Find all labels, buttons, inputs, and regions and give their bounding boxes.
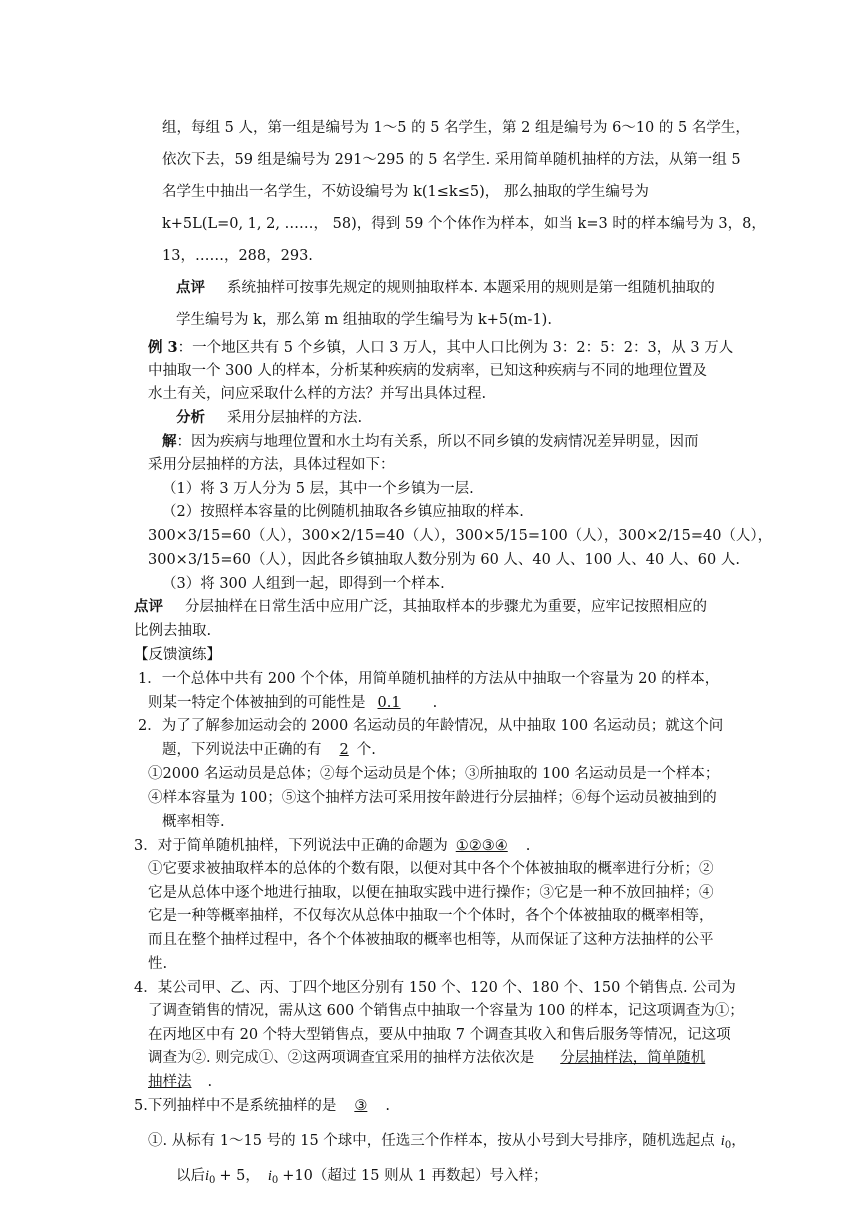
var-i: i bbox=[267, 1168, 272, 1184]
analysis-label: 分析 bbox=[176, 409, 205, 426]
q3-option-line-5: 性. bbox=[148, 956, 168, 972]
q4-line-4: 调查为②. 则完成①、②这两项调查宜采用的抽样方法依次是 分层抽样法，简单随机 bbox=[148, 1050, 706, 1066]
q4-line-1: 4．某公司甲、乙、丙、丁四个地区分别有 150 个、120 个、180 个、150 个销售点. 公司为 bbox=[134, 980, 736, 996]
example-3-line-3: 水土有关，问应采取什么样的方法？并写出具体过程. bbox=[148, 386, 487, 402]
q3-answer-blank bbox=[448, 838, 518, 854]
comment-1-label: 点评 bbox=[176, 279, 205, 296]
q5-line-1: 5.下列抽样中不是系统抽样的是 ③ . bbox=[134, 1098, 390, 1114]
q3-line-1: 3．对于简单随机抽样，下列说法中正确的命题为 ①②③④ . bbox=[134, 838, 531, 854]
comment-2-line-1 bbox=[134, 597, 707, 617]
comment-2-label: 点评 bbox=[134, 598, 163, 615]
solution-step-3: （3）将 300 人组到一起，即得到一个样本. bbox=[162, 576, 445, 592]
q5-answer-blank bbox=[346, 1098, 377, 1114]
example-3-label: 例 3 bbox=[148, 339, 178, 356]
solution-text-1: ：因为疾病与地理位置和水土均有关系，所以不同乡镇的发病情况差异明显，因而 bbox=[176, 434, 699, 450]
q1-line-2: 则某一特定个体被抽到的可能性是 0.1 . bbox=[148, 695, 438, 711]
q2-option-line-3: 概率相等. bbox=[162, 814, 225, 830]
q3-option-line-4: 而且在整个抽样过程中，各个个体被抽取的概率也相等，从而保证了这种方法抽样的公平 bbox=[148, 932, 714, 948]
intro-line-1: 组，每组 5 人，第一组是编号为 1～5 的 5 名学生，第 2 组是编号为 6～10 的 5 名学生， bbox=[162, 120, 750, 136]
comment-2-text-1: 分层抽样在日常生活中应用广泛，其抽取样本的步骤尤为重要，应牢记按照相应的 bbox=[185, 599, 707, 615]
q2-answer: 2 bbox=[339, 742, 349, 758]
q3-option-line-2: 它是从总体中逐个地进行抽取，以便在抽取实践中进行操作；③它是一种不放回抽样；④ bbox=[148, 885, 714, 901]
q3-option-line-1: ①它要求被抽取样本的总体的个数有限，以便对其中各个个体被抽取的概率进行分析；② bbox=[148, 861, 714, 877]
q5-option-line-1: ①. 从标有 1～15 号的 15 个球中，任选三个作样本，按从小号到大号排序，随机选起点 $i_0$， bbox=[148, 1133, 746, 1151]
analysis-text: 采用分层抽样的方法. bbox=[227, 410, 363, 426]
q2-line-2: 题，下列说法中正确的有 2 个. bbox=[162, 742, 376, 758]
intro-line-2: 依次下去，59 组是编号为 291～295 的 5 名学生. 采用简单随机抽样的方法，从第一组 5 bbox=[162, 152, 741, 168]
solution-step-1: （1）将 3 万人分为 5 层，其中一个乡镇为一层. bbox=[162, 481, 474, 497]
q1-line-1: 1．一个总体中共有 200 个个体，用简单随机抽样的方法从中抽取一个容量为 20 的样本， bbox=[138, 671, 720, 687]
q4-answer-part-2: 抽样法 bbox=[148, 1074, 192, 1090]
q3-answer: ①②③④ bbox=[455, 838, 508, 854]
solution-label: 解 bbox=[162, 433, 177, 450]
q2-option-line-1: ①2000 名运动员是总体；②每个运动员是个体；③所抽取的 100 名运动员是一个样本； bbox=[148, 766, 720, 782]
q2-line-1: 2．为了了解参加运动会的 2000 名运动员的年龄情况，从中抽取 100 名运动员；就这个问 bbox=[138, 718, 724, 734]
q4-line-3: 在丙地区中有 20 个特大型销售点，要从中抽取 7 个调查其收入和售后服务等情况，记这项 bbox=[148, 1027, 731, 1043]
feedback-heading: 【反馈演练】 bbox=[134, 647, 221, 663]
solution-calc-1: 300×3/15=60（人），300×2/15=40（人），300×5/15=100（人），300×2/15=40（人）， bbox=[148, 528, 773, 544]
example-3-line-1 bbox=[148, 338, 733, 358]
var-i: i bbox=[720, 1133, 725, 1149]
solution-line-1 bbox=[162, 432, 699, 452]
q4-line-5: 抽样法 . bbox=[148, 1074, 213, 1090]
analysis-line bbox=[176, 408, 362, 428]
intro-line-5: 13，……，288，293. bbox=[162, 248, 313, 264]
q1-answer-blank bbox=[366, 695, 433, 711]
q5-answer: ③ bbox=[354, 1098, 368, 1114]
intro-line-3: 名学生中抽出一名学生，不妨设编号为 k(1≤k≤5)， 那么抽取的学生编号为 bbox=[162, 184, 649, 200]
intro-line-4: k+5L(L=0, 1, 2, ……， 58)，得到 59 个个体作为样本，如当 k=3 时的样本编号为 3，8， bbox=[162, 216, 766, 232]
solution-step-2: （2）按照样本容量的比例随机抽取各乡镇应抽取的样本. bbox=[162, 504, 524, 520]
q2-answer-blank bbox=[332, 742, 357, 758]
q1-answer: 0.1 bbox=[377, 695, 401, 711]
comment-2-line-2: 比例去抽取. bbox=[134, 623, 212, 639]
q2-option-line-2: ④样本容量为 100；⑤这个抽样方法可采用按年龄进行分层抽样；⑥每个运动员被抽到的 bbox=[148, 790, 717, 806]
comment-1-line-2: 学生编号为 k，那么第 m 组抽取的学生编号为 k+5(m-1). bbox=[176, 312, 552, 328]
q5-option-line-2: 以后$i_0 + 5$， $i_0 +10$（超过 15 则从 1 再数起）号入样； bbox=[176, 1168, 548, 1186]
solution-line-2: 采用分层抽样的方法，具体过程如下： bbox=[148, 457, 395, 473]
comment-1-line-1 bbox=[176, 278, 715, 298]
comment-1-text-1: 系统抽样可按事先规定的规则抽取样本. 本题采用的规则是第一组随机抽取的 bbox=[227, 280, 715, 296]
q3-option-line-3: 它是一种等概率抽样，不仅每次从总体中抽取一个个体时，各个个体被抽取的概率相等， bbox=[148, 908, 714, 924]
solution-calc-2: 300×3/15=60（人），因此各乡镇抽取人数分别为 60 人、40 人、100 人、40 人、60 人. bbox=[148, 552, 740, 568]
q4-answer-part-1: 分层抽样法，简单随机 bbox=[560, 1050, 706, 1066]
q4-line-2: 了调查销售的情况，需从这 600 个销售点中抽取一个容量为 100 的样本，记这项调查为①； bbox=[148, 1003, 744, 1019]
example-3-text-1: ：一个地区共有 5 个乡镇，人口 3 万人，其中人口比例为 3：2：5：2：3，从 3 万人 bbox=[177, 340, 734, 356]
var-i: i bbox=[205, 1168, 210, 1184]
example-3-line-2: 中抽取一个 300 人的样本，分析某种疾病的发病率，已知这种疾病与不同的地理位置及 bbox=[148, 363, 707, 379]
